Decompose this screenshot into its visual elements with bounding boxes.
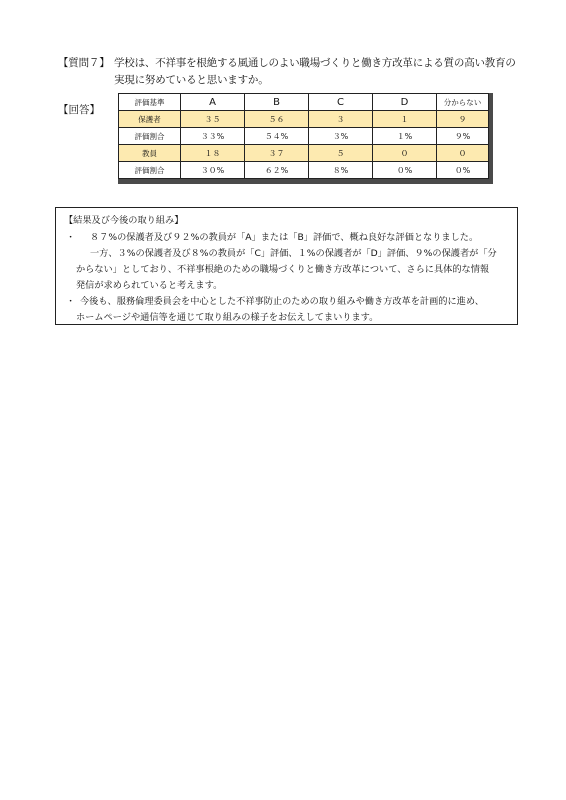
question-label: 【質問７】 — [58, 57, 110, 69]
result-line-1: ８７%の保護者及び９２%の教員が「A」または「B」評価で、概ね良好な評価となりました。 — [90, 232, 479, 243]
bullet-1: ・ — [66, 232, 76, 243]
table-header-cell: D — [373, 94, 437, 111]
table-cell: ３０% — [181, 162, 245, 179]
table-cell: ５６ — [245, 111, 309, 128]
table-cell: １ — [373, 111, 437, 128]
table-cell: ０ — [437, 145, 489, 162]
table-cell: ５ — [309, 145, 373, 162]
table-header-cell: A — [181, 94, 245, 111]
table-cell: ９% — [437, 128, 489, 145]
result-title: 【結果及び今後の取り組み】 — [64, 215, 184, 226]
result-line-6: ホームページや通信等を通じて取り組みの様子をお伝えしてまいります。 — [76, 312, 379, 323]
bullet-2: ・ — [66, 296, 76, 307]
table-cell: ３５ — [181, 111, 245, 128]
table-cell: ８% — [309, 162, 373, 179]
table-cell: ５４% — [245, 128, 309, 145]
table-header-cell: B — [245, 94, 309, 111]
rating-table-shadow — [118, 93, 493, 184]
table-cell: ０% — [373, 162, 437, 179]
table-cell: ６２% — [245, 162, 309, 179]
table-header-cell: 評価基準 — [119, 94, 181, 111]
table-cell: 教員 — [119, 145, 181, 162]
table-row — [119, 162, 489, 179]
answer-label: 【回答】 — [58, 104, 100, 116]
rating-table — [118, 93, 489, 179]
table-header-row — [119, 94, 489, 111]
table-cell: １% — [373, 128, 437, 145]
result-line-3: からない」としており、不祥事根絶のための職場づくりと働き方改革について、さらに具体的な情報 — [76, 264, 490, 275]
table-row — [119, 111, 489, 128]
table-cell: 評価割合 — [119, 162, 181, 179]
table-cell: １８ — [181, 145, 245, 162]
result-box — [55, 207, 518, 325]
table-cell: ０ — [373, 145, 437, 162]
question-text-line1: 学校は、不祥事を根絶する風通しのよい職場づくりと働き方改革による質の高い教育の — [114, 57, 516, 69]
table-cell: ９ — [437, 111, 489, 128]
table-cell: 保護者 — [119, 111, 181, 128]
table-cell: ３ — [309, 111, 373, 128]
table-cell: ３３% — [181, 128, 245, 145]
table-header-cell: C — [309, 94, 373, 111]
table-header-cell: 分からない — [437, 94, 489, 111]
result-line-4: 発信が求められていると考えます。 — [76, 280, 223, 291]
table-cell: ０% — [437, 162, 489, 179]
result-line-2: 一方、３%の保護者及び８%の教員が「C」評価、１%の保護者が「D」評価、９%の保護者が「分 — [90, 248, 497, 259]
table-cell: ３% — [309, 128, 373, 145]
result-line-5: 今後も、服務倫理委員会を中心とした不祥事防止のための取り組みや働き方改革を計画的に進め、 — [80, 296, 484, 307]
table-row — [119, 128, 489, 145]
table-row — [119, 145, 489, 162]
question-text-line2: 実現に努めていると思いますか。 — [114, 74, 269, 86]
table-cell: ３７ — [245, 145, 309, 162]
table-cell: 評価割合 — [119, 128, 181, 145]
